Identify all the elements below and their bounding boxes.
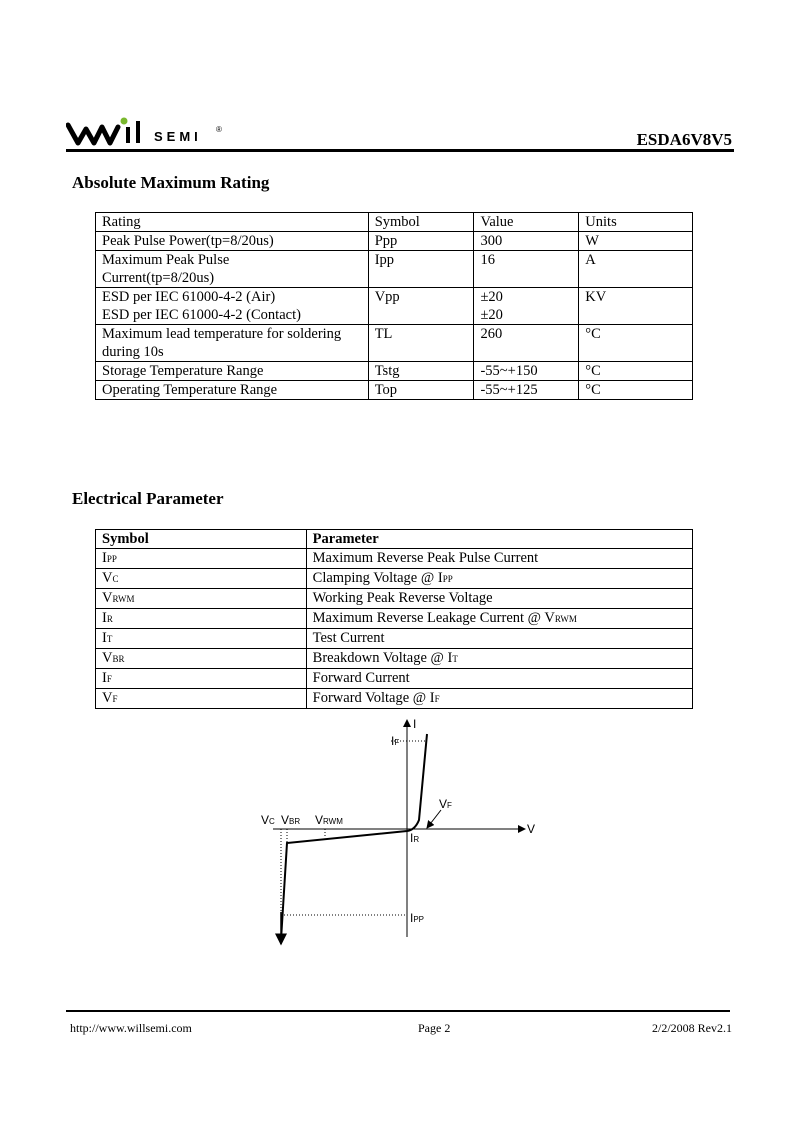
table-row xyxy=(96,649,693,669)
symbol-cell: TL xyxy=(368,325,474,362)
symbol-cell: Ppp xyxy=(368,232,474,251)
table-row xyxy=(96,381,693,400)
company-logo xyxy=(66,117,236,151)
page-number: Page 2 xyxy=(418,1021,451,1035)
table-row xyxy=(96,689,693,709)
rating-cell: Storage Temperature Range xyxy=(96,362,369,381)
symbol-cell: VC xyxy=(96,569,307,589)
table-row xyxy=(96,629,693,649)
vf-label: VF xyxy=(439,797,452,811)
if-label: IF xyxy=(391,734,400,748)
ipp-label: IPP xyxy=(410,911,425,925)
rating-cell: Maximum lead temperature for soldering during 10s xyxy=(96,325,369,362)
rating-cell: Operating Temperature Range xyxy=(96,381,369,400)
abs-max-table xyxy=(95,212,693,400)
table-row xyxy=(96,362,693,381)
units-cell: W xyxy=(579,232,693,251)
elec-heading: Electrical Parameter xyxy=(72,489,224,508)
website-link[interactable]: http://www.willsemi.com xyxy=(70,1021,192,1035)
value-line: ±20 xyxy=(480,307,503,323)
iv-curve xyxy=(281,734,427,940)
table-row xyxy=(96,232,693,251)
footer-divider xyxy=(66,1010,730,1012)
registered-mark: ® xyxy=(216,125,222,134)
symbol-cell: Tstg xyxy=(368,362,474,381)
table-row xyxy=(96,325,693,362)
units-cell: °C xyxy=(579,325,693,362)
table-header-row xyxy=(96,530,693,549)
value-cell xyxy=(474,288,579,325)
col-header: Symbol xyxy=(368,213,474,232)
table-header-row xyxy=(96,213,693,232)
parameter-cell: Clamping Voltage @ IPP xyxy=(306,569,692,589)
i-axis-label: I xyxy=(413,717,417,731)
abs-max-heading: Absolute Maximum Rating xyxy=(72,173,270,192)
value-cell: -55~+125 xyxy=(474,381,579,400)
col-header: Rating xyxy=(96,213,369,232)
symbol-cell: Top xyxy=(368,381,474,400)
iv-curve-diagram xyxy=(255,712,545,947)
value-cell: 300 xyxy=(474,232,579,251)
ir-label: IR xyxy=(410,831,420,845)
rating-cell xyxy=(96,288,369,325)
col-header: Parameter xyxy=(306,530,692,549)
symbol-cell: VBR xyxy=(96,649,307,669)
rating-cell: Maximum Peak Pulse Current(tp=8/20us) xyxy=(96,251,369,288)
units-cell: °C xyxy=(579,362,693,381)
symbol-cell: Ipp xyxy=(368,251,474,288)
units-cell: °C xyxy=(579,381,693,400)
value-line: ±20 xyxy=(480,289,503,305)
symbol-cell: VRWM xyxy=(96,589,307,609)
parameter-cell: Maximum Reverse Leakage Current @ VRWM xyxy=(306,609,692,629)
parameter-cell: Breakdown Voltage @ IT xyxy=(306,649,692,669)
table-row xyxy=(96,609,693,629)
symbol-cell: IF xyxy=(96,669,307,689)
parameter-cell: Test Current xyxy=(306,629,692,649)
date-revision: 2/2/2008 Rev2.1 xyxy=(652,1021,732,1035)
elec-param-table xyxy=(95,529,693,709)
table-row xyxy=(96,569,693,589)
value-cell: 260 xyxy=(474,325,579,362)
symbol-cell: Vpp xyxy=(368,288,474,325)
symbol-cell: IT xyxy=(96,629,307,649)
table-row xyxy=(96,589,693,609)
col-header: Value xyxy=(474,213,579,232)
rating-line: ESD per IEC 61000-4-2 (Air) xyxy=(102,289,276,305)
table-row xyxy=(96,669,693,689)
units-cell: A xyxy=(579,251,693,288)
logo-mark-icon xyxy=(66,117,156,147)
vc-label: VC xyxy=(261,813,275,827)
parameter-cell: Forward Current xyxy=(306,669,692,689)
value-cell: -55~+150 xyxy=(474,362,579,381)
table-row xyxy=(96,288,693,325)
parameter-cell: Maximum Reverse Peak Pulse Current xyxy=(306,549,692,569)
logo-text: SEMI xyxy=(154,129,202,144)
value-cell: 16 xyxy=(474,251,579,288)
table-row xyxy=(96,251,693,288)
symbol-cell: VF xyxy=(96,689,307,709)
header-divider xyxy=(66,149,734,152)
part-number: ESDA6V8V5 xyxy=(636,130,732,149)
col-header: Symbol xyxy=(96,530,307,549)
vbr-label: VBR xyxy=(281,813,301,827)
vrwm-label: VRWM xyxy=(315,813,343,827)
rating-cell: Peak Pulse Power(tp=8/20us) xyxy=(96,232,369,251)
parameter-cell: Working Peak Reverse Voltage xyxy=(306,589,692,609)
symbol-cell: IPP xyxy=(96,549,307,569)
col-header: Units xyxy=(579,213,693,232)
units-cell: KV xyxy=(579,288,693,325)
table-row xyxy=(96,549,693,569)
rating-line: ESD per IEC 61000-4-2 (Contact) xyxy=(102,307,301,323)
symbol-cell: IR xyxy=(96,609,307,629)
v-axis-label: V xyxy=(527,822,536,836)
parameter-cell: Forward Voltage @ IF xyxy=(306,689,692,709)
